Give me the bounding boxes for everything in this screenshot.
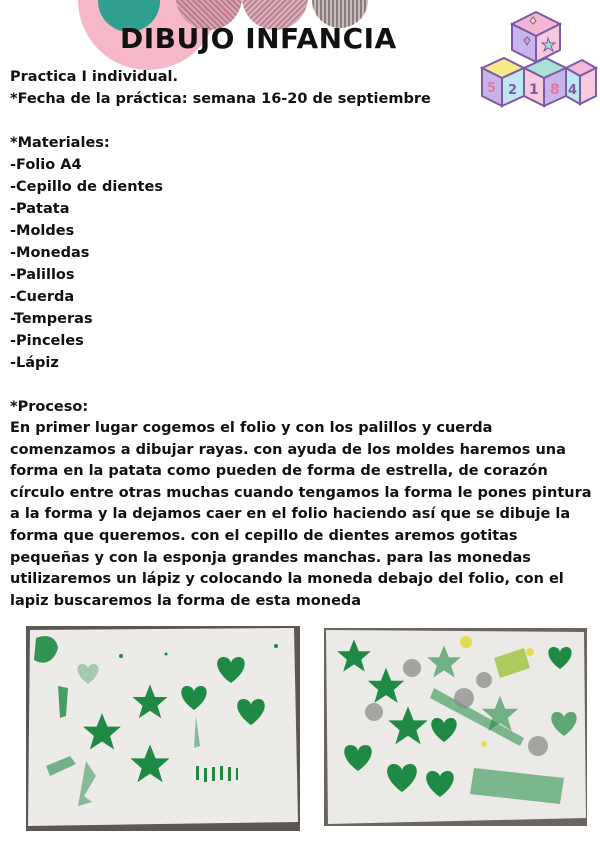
block-letter: 8 [550, 82, 560, 98]
list-item: -Folio A4 [10, 157, 82, 173]
list-item: -Lápiz [10, 355, 59, 371]
page-title: DIBUJO INFANCIA [120, 22, 397, 55]
list-item: -Monedas [10, 245, 90, 261]
materials-heading: *Materiales: [10, 135, 110, 151]
block-letter: 2 [508, 83, 518, 98]
list-item: -Temperas [10, 311, 93, 327]
list-item: -Palillos [10, 267, 75, 283]
list-item: -Cuerda [10, 289, 75, 305]
practice-date: *Fecha de la práctica: semana 16-20 de septiembre [10, 91, 431, 107]
artwork-photo-2 [324, 628, 587, 826]
artwork-photo-1 [26, 626, 300, 831]
process-text: En primer lugar cogemos el folio y con los palillos y cuerda comenzamos a dibujar rayas. con ayuda de los moldes haremos una forma en la patata como pueden de forma de estrella, de corazón círculo entre otras muchas cuando tengamos la forma le pones pintura a la forma y la dejamos caer en el folio haciendo así que se dibuje la forma que queremos. con el cepillo de dientes aremos gotitas pequeñas y con la esponja grandes manchas. para las monedas utilizaremos un lápiz y colocando la moneda debajo del folio, con el lapiz buscaremos la forma de esta moneda [10, 420, 592, 609]
block-letter: 5 [487, 81, 497, 96]
block-letter: 4 [568, 83, 578, 98]
list-item: -Pinceles [10, 333, 84, 349]
list-item: -Cepillo de dientes [10, 179, 163, 195]
materials-list [10, 154, 595, 374]
document-body [10, 66, 595, 612]
toy-block-top [512, 12, 560, 62]
block-letter: 1 [529, 82, 539, 98]
practice-title: Practica I individual. [10, 69, 178, 85]
list-item: -Patata [10, 201, 70, 217]
list-item: -Moldes [10, 223, 75, 239]
process-heading: *Proceso: [10, 399, 89, 415]
